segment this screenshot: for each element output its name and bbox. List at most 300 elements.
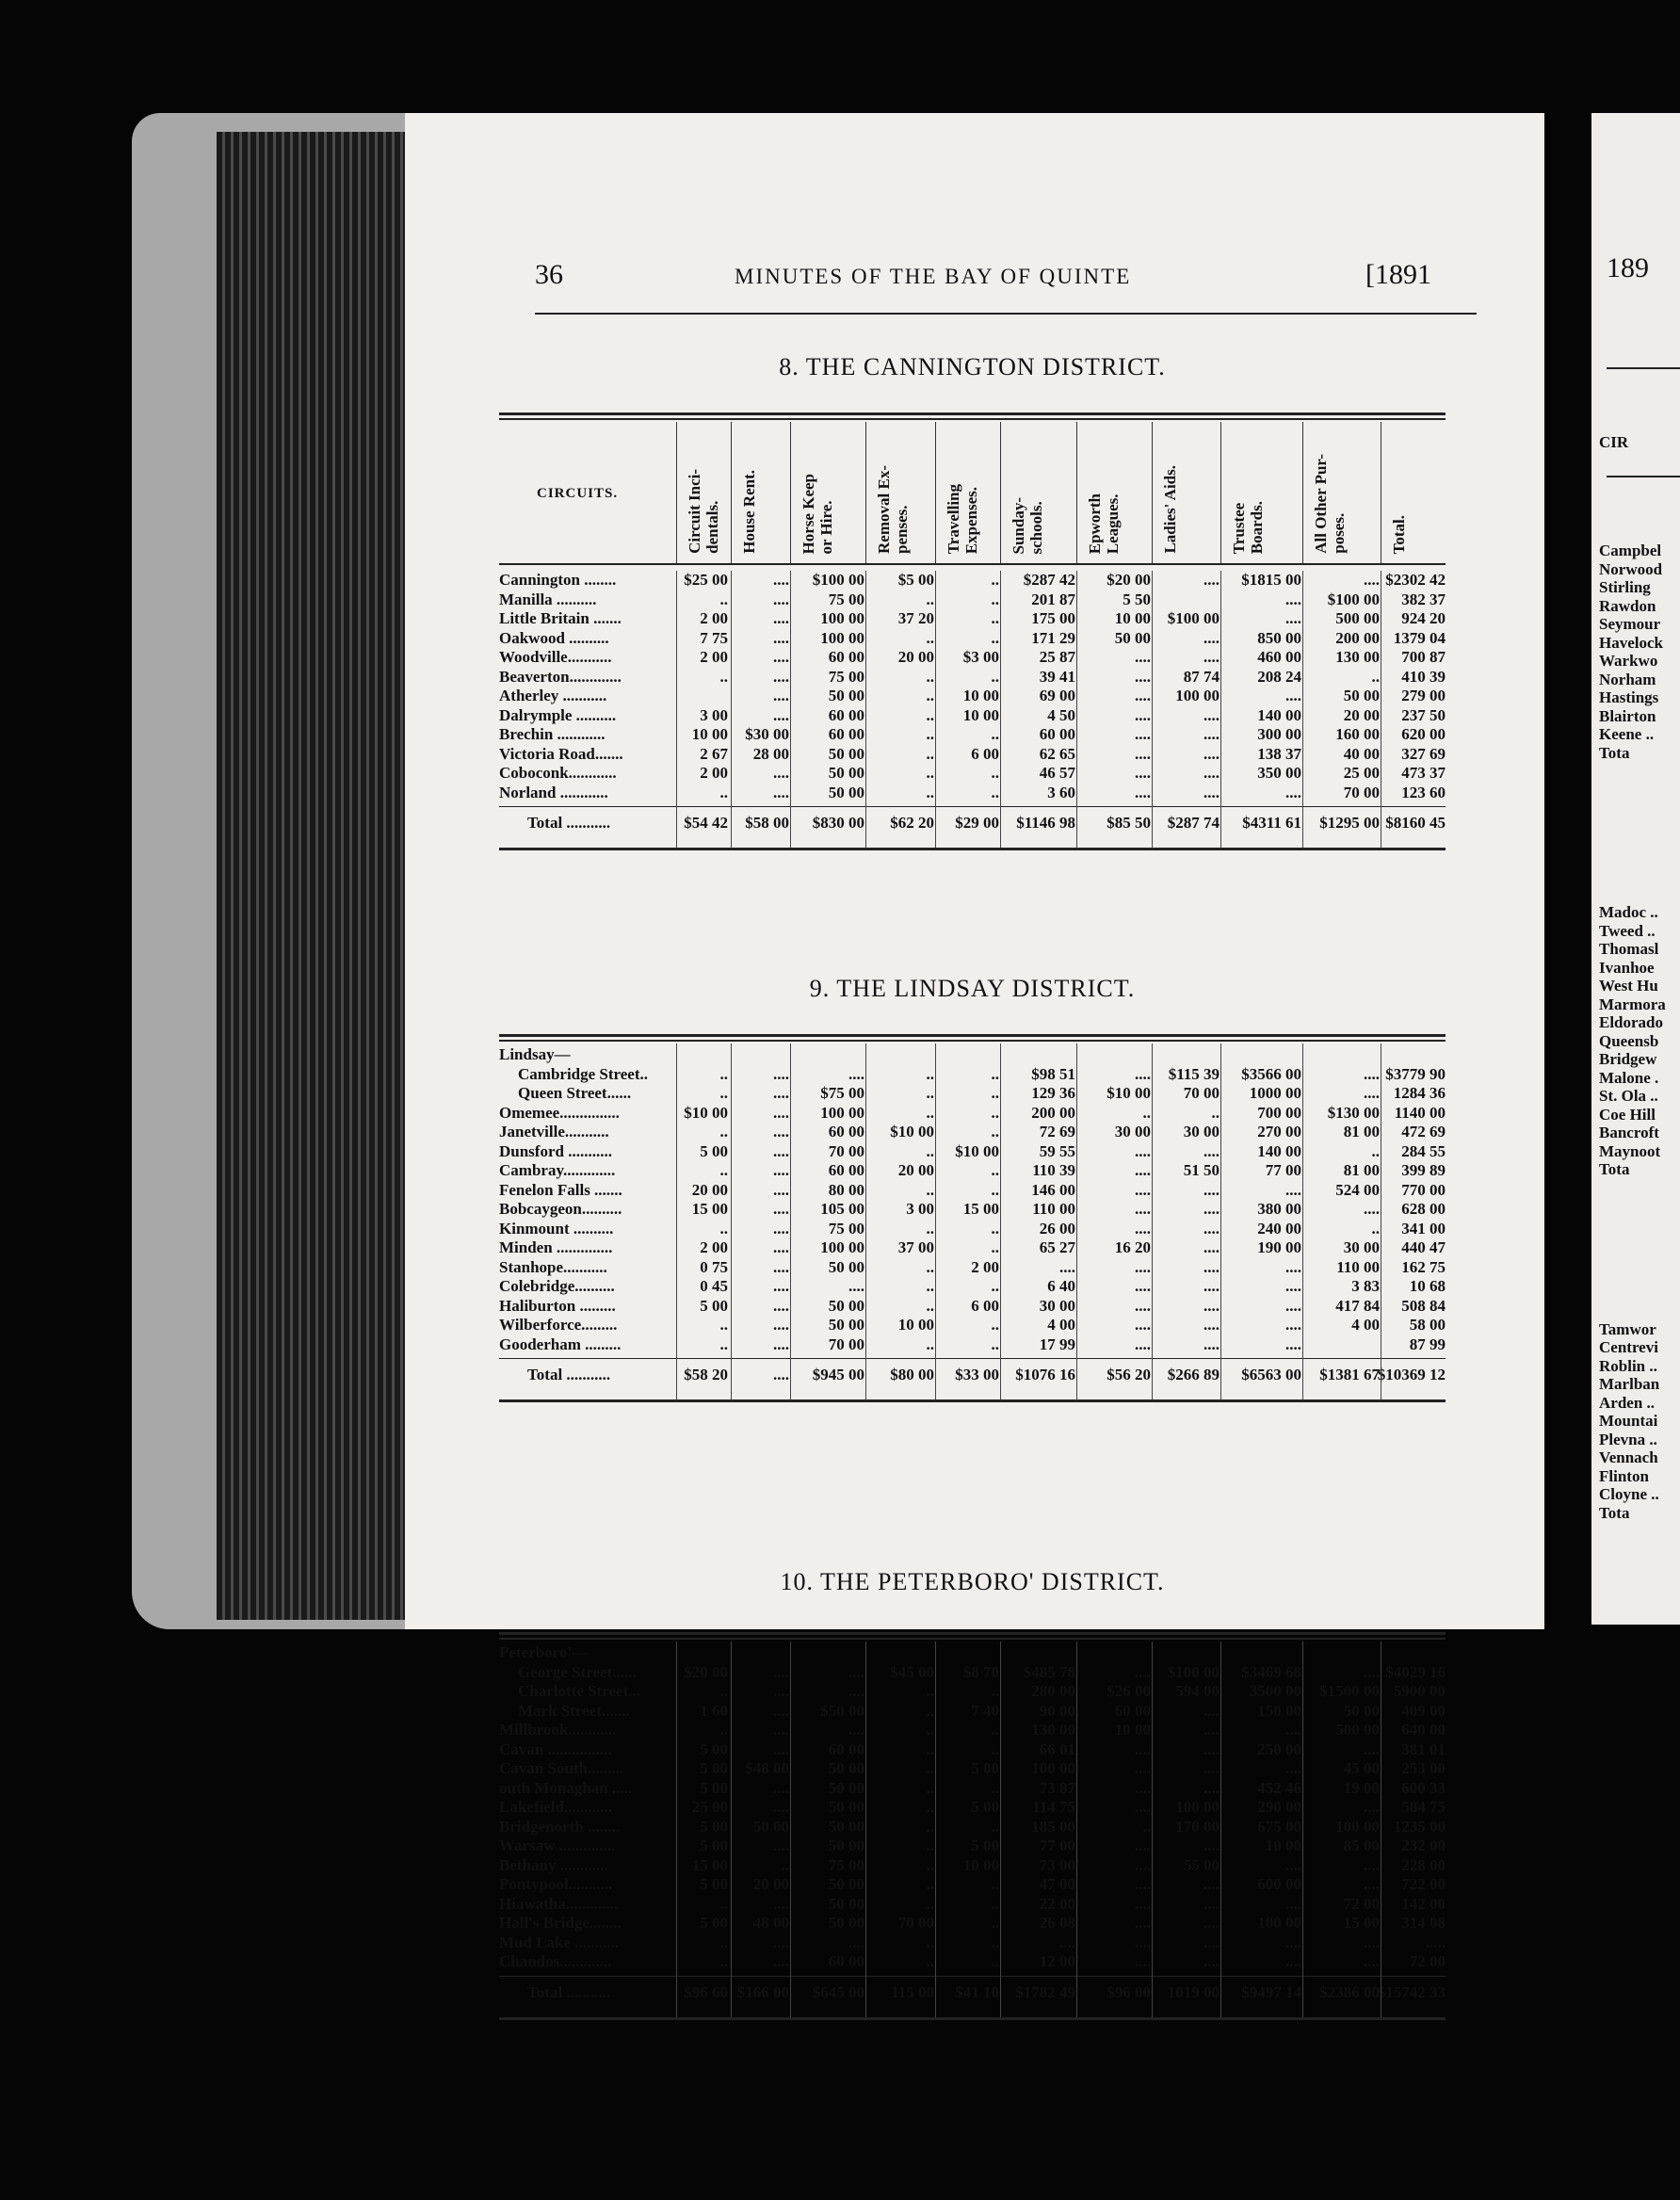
amount-cell: $50 00 — [820, 1701, 864, 1720]
column-divider — [676, 571, 677, 848]
table-row — [499, 1798, 1446, 1818]
amount-cell: .... — [1203, 1875, 1220, 1893]
table-row — [499, 1643, 1446, 1663]
total-label: Total ........... — [527, 1366, 611, 1383]
amount-cell: 5 00 — [700, 1141, 728, 1160]
total-cell: $56 20 — [1107, 1366, 1151, 1383]
page-title: MINUTES OF THE BAY OF QUINTE — [735, 265, 1132, 288]
amount-cell: $287 42 — [1023, 571, 1075, 589]
amount-cell: 162 75 — [1401, 1257, 1446, 1276]
circuit-name: Peterboro'— — [499, 1643, 589, 1661]
amount-cell: .... — [1135, 1277, 1151, 1295]
facing-page-text: St. Ola .. — [1599, 1087, 1658, 1105]
table-row — [499, 784, 1446, 803]
total-cell: $166 00 — [736, 1982, 789, 2001]
amount-cell: .... — [773, 1141, 789, 1160]
amount-cell: $4029 16 — [1385, 1662, 1446, 1681]
amount-cell: 300 00 — [1257, 725, 1301, 743]
amount-cell: 5 00 — [700, 1759, 728, 1777]
amount-cell: .... — [1285, 1759, 1301, 1777]
amount-cell: 70 00 — [828, 1141, 864, 1160]
amount-cell: .. — [719, 590, 728, 608]
column-header: Sunday- schools. — [1010, 496, 1045, 554]
total-cell: $80 00 — [890, 1366, 934, 1383]
table-row — [499, 1220, 1446, 1239]
table-row — [499, 1856, 1446, 1876]
amount-cell: 30 00 — [1039, 1296, 1075, 1315]
amount-cell: .... — [1203, 1277, 1220, 1295]
amount-cell: .. — [719, 1219, 728, 1238]
amount-cell: 77 00 — [1265, 1161, 1301, 1179]
amount-cell: .... — [1135, 725, 1151, 743]
amount-cell: .... — [848, 1933, 864, 1951]
amount-cell: 171 29 — [1031, 628, 1075, 647]
amount-cell: 100 00 — [1257, 1914, 1301, 1932]
amount-cell: 59 55 — [1039, 1141, 1075, 1160]
amount-cell: .. — [991, 1894, 999, 1913]
table-row — [499, 571, 1446, 590]
total-cell: $96 00 — [1107, 1982, 1151, 2001]
table-row — [499, 764, 1446, 784]
amount-cell: .. — [781, 1855, 789, 1874]
amount-cell: 10 00 — [1265, 1836, 1301, 1854]
amount-cell: 28 00 — [752, 744, 789, 763]
amount-cell: .. — [1371, 1141, 1380, 1160]
amount-cell: 142 00 — [1401, 1894, 1446, 1913]
amount-cell: .... — [1285, 1316, 1301, 1334]
amount-cell: 20 00 — [1343, 705, 1380, 724]
table-row — [499, 1200, 1446, 1220]
amount-cell: .... — [773, 1238, 789, 1256]
table-row — [499, 1663, 1446, 1683]
amount-cell: 924 20 — [1401, 609, 1446, 627]
column-divider — [1220, 571, 1221, 848]
total-cell: $1782 49 — [1015, 1982, 1075, 2001]
amount-cell: 20 00 — [897, 648, 934, 666]
amount-cell: .... — [1203, 1296, 1220, 1315]
amount-cell: 100 00 — [1031, 1759, 1075, 1777]
amount-cell: 5 00 — [971, 1759, 999, 1777]
amount-cell: .... — [1135, 1064, 1151, 1083]
amount-cell: .. — [1211, 1103, 1220, 1122]
amount-cell: .. — [991, 628, 999, 647]
amount-cell: .. — [991, 1739, 999, 1758]
amount-cell: .... — [773, 1739, 789, 1758]
facing-page-text: Stirling — [1599, 578, 1651, 596]
amount-cell: 3 60 — [1047, 783, 1075, 801]
facing-page-text: Tamwor — [1599, 1319, 1656, 1338]
facing-page-text: Coe Hill — [1599, 1105, 1656, 1124]
amount-cell: 584 75 — [1401, 1798, 1446, 1816]
amount-cell: .. — [926, 590, 934, 608]
amount-cell: .. — [1371, 1219, 1380, 1238]
amount-cell: .... — [773, 1778, 789, 1797]
amount-cell: 190 00 — [1257, 1238, 1301, 1256]
amount-cell: 50 00 — [828, 1296, 864, 1315]
total-cell: $4311 61 — [1242, 814, 1301, 832]
amount-cell: 87 99 — [1409, 1335, 1446, 1353]
total-cell: 115 00 — [891, 1982, 934, 2001]
amount-cell: $20 00 — [684, 1662, 728, 1681]
amount-cell: .. — [926, 1103, 934, 1122]
amount-cell: .... — [773, 1662, 789, 1681]
amount-cell: .... — [773, 1798, 789, 1816]
column-divider — [790, 1642, 791, 2017]
amount-cell: 114 75 — [1032, 1798, 1075, 1816]
amount-cell: 6 00 — [971, 744, 999, 763]
amount-cell: 123 60 — [1401, 783, 1446, 801]
amount-cell: 500 00 — [1335, 1721, 1380, 1739]
facing-page-text: Queensb — [1599, 1031, 1659, 1050]
table-row — [499, 1759, 1446, 1779]
amount-cell: 50 00 — [828, 1836, 864, 1854]
table-rule — [499, 418, 1446, 420]
facing-page-text: Roblin .. — [1599, 1356, 1657, 1375]
amount-cell: 5 00 — [700, 1778, 728, 1797]
column-header: Total. — [1390, 514, 1408, 554]
amount-cell: 15 00 — [1343, 1914, 1380, 1932]
circuit-name: Lakefield............ — [499, 1798, 612, 1816]
amount-cell: 110 00 — [1336, 1257, 1380, 1276]
total-cell: $830 00 — [812, 814, 864, 832]
amount-cell: 208 24 — [1257, 667, 1301, 686]
amount-cell: .. — [926, 1219, 934, 1238]
amount-cell: .... — [1364, 1798, 1380, 1816]
amount-cell: 594 00 — [1175, 1682, 1220, 1700]
column-divider — [1302, 1043, 1303, 1399]
amount-cell: 250 00 — [1257, 1739, 1301, 1758]
total-row — [499, 814, 1446, 838]
amount-cell: .... — [1135, 1200, 1151, 1218]
amount-cell: .. — [991, 590, 999, 608]
amount-cell: .... — [1203, 1739, 1220, 1758]
amount-cell: .... — [1285, 1335, 1301, 1353]
amount-cell: .... — [1285, 1296, 1301, 1315]
amount-cell: 60 00 — [828, 648, 864, 666]
amount-cell: .... — [773, 590, 789, 608]
column-divider — [1076, 1043, 1077, 1399]
amount-cell: 253 00 — [1401, 1759, 1446, 1777]
amount-cell: $100 00 — [1167, 609, 1220, 627]
facing-page-text: Ivanhoe — [1599, 958, 1655, 977]
column-divider — [676, 1043, 677, 1399]
amount-cell: .... — [773, 1335, 789, 1353]
amount-cell: .. — [926, 1180, 934, 1199]
amount-cell: $10 00 — [1107, 1084, 1151, 1102]
total-row — [499, 1366, 1446, 1390]
amount-cell: .... — [1203, 725, 1220, 743]
district-rows — [499, 571, 1446, 802]
amount-cell: 1284 36 — [1393, 1084, 1446, 1102]
amount-cell: .... — [1135, 1335, 1151, 1353]
facing-page-text: Madoc .. — [1599, 903, 1658, 921]
amount-cell: .... — [848, 1662, 864, 1681]
column-divider — [676, 1642, 677, 2017]
circuit-name: Cannington ........ — [499, 571, 617, 589]
amount-cell: 327 69 — [1401, 744, 1446, 763]
amount-cell: 7 75 — [700, 628, 728, 647]
amount-cell: .... — [1364, 571, 1380, 589]
column-divider — [865, 1043, 866, 1399]
column-divider — [865, 571, 866, 848]
amount-cell: 62 65 — [1039, 744, 1075, 763]
column-divider — [731, 1642, 732, 2017]
facing-page-text: Eldorado — [1599, 1013, 1664, 1031]
total-cell: $9497 14 — [1241, 1982, 1301, 2001]
facing-page-text: CIR — [1599, 433, 1629, 451]
column-divider — [731, 571, 732, 848]
amount-cell: .... — [1203, 1914, 1220, 1932]
amount-cell: 65 27 — [1039, 1238, 1075, 1256]
amount-cell: .... — [773, 1894, 789, 1913]
column-header: Ladies' Aids. — [1161, 465, 1179, 554]
amount-cell: .. — [991, 783, 999, 801]
amount-cell: 0 75 — [700, 1257, 728, 1276]
total-cell: $945 00 — [812, 1366, 864, 1383]
amount-cell: .... — [1203, 1836, 1220, 1854]
amount-cell: .... — [1135, 1798, 1151, 1816]
amount-cell: 675 00 — [1257, 1817, 1301, 1836]
amount-cell: .... — [848, 1682, 864, 1700]
amount-cell: .... — [773, 1200, 789, 1218]
amount-cell: .... — [773, 1064, 789, 1083]
amount-cell: 640 00 — [1401, 1721, 1446, 1739]
amount-cell: 350 00 — [1257, 764, 1301, 782]
column-divider — [1152, 571, 1153, 848]
amount-cell: .. — [991, 1875, 999, 1893]
table-row — [499, 1181, 1446, 1201]
amount-cell: .... — [773, 1721, 789, 1739]
amount-cell: .. — [1142, 1817, 1151, 1836]
amount-cell: 105 00 — [820, 1200, 864, 1218]
amount-cell: 140 00 — [1257, 1141, 1301, 1160]
amount-cell: .... — [1135, 1875, 1151, 1893]
facing-page-text: Seymour — [1599, 615, 1661, 633]
section-end-rule — [499, 1399, 1446, 1402]
amount-cell: .. — [926, 1855, 934, 1874]
amount-cell: 722 00 — [1401, 1875, 1446, 1893]
amount-cell: .. — [926, 687, 934, 704]
table-row — [499, 590, 1446, 610]
facing-page-text: Bancroft — [1599, 1124, 1659, 1141]
total-cell: $15742 33 — [1377, 1982, 1446, 2001]
amount-cell: .. — [926, 1836, 934, 1854]
amount-cell: 45 00 — [1343, 1759, 1380, 1777]
amount-cell: 5900 00 — [1393, 1682, 1446, 1700]
table-row — [499, 1142, 1446, 1162]
amount-cell: .... — [1285, 1855, 1301, 1874]
amount-cell: 2 00 — [700, 609, 728, 627]
amount-cell: 228 00 — [1401, 1855, 1446, 1874]
table-row — [499, 1952, 1446, 1972]
amount-cell: 2 67 — [700, 744, 728, 763]
amount-cell: 60 00 — [828, 1123, 864, 1140]
amount-cell: 50 00 — [1114, 628, 1151, 647]
column-divider — [1076, 1642, 1077, 2017]
district-title: 8. THE CANNINGTON DISTRICT. — [779, 353, 1166, 380]
amount-cell: .... — [1285, 1894, 1301, 1913]
amount-cell: 81 00 — [1343, 1123, 1380, 1140]
amount-cell: .. — [719, 1123, 728, 1140]
facing-page-text: Blairton — [1599, 706, 1656, 725]
amount-cell: .... — [1203, 1335, 1220, 1353]
amount-cell: .... — [1203, 1778, 1220, 1797]
total-cell: $10369 12 — [1377, 1366, 1446, 1383]
circuit-name: Pontypool........... — [499, 1875, 613, 1893]
column-divider — [1000, 1043, 1001, 1399]
amount-cell: 39 41 — [1039, 667, 1075, 686]
amount-cell: 19 00 — [1343, 1778, 1380, 1797]
amount-cell: $3779 90 — [1385, 1064, 1446, 1083]
circuit-name: Colebridge.......... — [499, 1277, 615, 1295]
amount-cell: 600 00 — [1257, 1875, 1301, 1893]
amount-cell: 20 00 — [691, 1180, 728, 1199]
amount-cell: 73 00 — [1039, 1855, 1075, 1874]
circuit-name: Woodville........... — [499, 648, 612, 666]
table-row — [499, 1277, 1446, 1297]
amount-cell: $8 70 — [962, 1662, 999, 1681]
amount-cell: 51 50 — [1183, 1161, 1220, 1179]
table-row — [499, 648, 1446, 668]
amount-cell: .. — [926, 1296, 934, 1315]
amount-cell: 185 00 — [1031, 1817, 1075, 1836]
total-rule — [499, 1358, 1446, 1359]
amount-cell: .. — [719, 1894, 728, 1913]
amount-cell: 472 69 — [1401, 1123, 1446, 1140]
amount-cell: 72 00 — [1409, 1952, 1446, 1970]
amount-cell: 5 00 — [700, 1296, 728, 1315]
amount-cell: .. — [991, 1817, 999, 1836]
column-header: Epworth Leagues. — [1086, 493, 1122, 554]
amount-cell: .... — [773, 667, 789, 686]
amount-cell: 30 00 — [1343, 1238, 1380, 1256]
amount-cell: 628 00 — [1401, 1200, 1446, 1218]
amount-cell: 5 00 — [700, 1817, 728, 1836]
amount-cell: 50 00 — [828, 1914, 864, 1932]
amount-cell: .. — [926, 1875, 934, 1893]
amount-cell: 175 00 — [1031, 609, 1075, 627]
amount-cell: 70 00 — [897, 1914, 934, 1932]
column-divider — [935, 1043, 936, 1399]
amount-cell: .... — [1135, 1662, 1151, 1681]
facing-page-text: Hastings — [1599, 688, 1659, 706]
amount-cell: .... — [1203, 1238, 1220, 1256]
table-row — [499, 1933, 1446, 1953]
circuit-name: Kinmount .......... — [499, 1219, 614, 1238]
amount-cell: 70 00 — [1343, 783, 1380, 801]
amount-cell: 3 00 — [700, 705, 728, 724]
total-cell: $645 00 — [812, 1982, 864, 2001]
amount-cell: $26 00 — [1107, 1682, 1151, 1700]
amount-cell: .. — [926, 1759, 934, 1777]
total-rule — [499, 1976, 1446, 1977]
amount-cell: .... — [1203, 1141, 1220, 1160]
amount-cell: .... — [1203, 1952, 1220, 1970]
circuit-name: Beaverton............. — [499, 667, 622, 686]
amount-cell: .... — [1135, 1759, 1151, 1777]
amount-cell: 150 00 — [1257, 1701, 1301, 1720]
amount-cell: 700 00 — [1257, 1103, 1301, 1122]
circuit-name: Cambridge Street.. — [518, 1064, 649, 1083]
column-divider — [790, 571, 791, 848]
amount-cell: .. — [926, 1335, 934, 1353]
circuit-name: Hall's Bridge........ — [499, 1914, 622, 1932]
column-header: Circuit Inci- dentals. — [686, 469, 721, 554]
column-divider — [935, 422, 936, 563]
amount-cell: .... — [1135, 1855, 1151, 1874]
amount-cell: .... — [1364, 1200, 1380, 1218]
facing-page-text: Tweed .. — [1599, 921, 1656, 940]
amount-cell: .... — [1135, 1933, 1151, 1951]
amount-cell: 70 00 — [1183, 1084, 1220, 1102]
table-rule — [499, 412, 1446, 415]
amount-cell: 240 00 — [1257, 1219, 1301, 1238]
amount-cell: .. — [926, 705, 934, 724]
amount-cell: $3469 68 — [1241, 1662, 1301, 1681]
amount-cell: 50 00 — [828, 1875, 864, 1893]
amount-cell: .... — [1059, 1257, 1075, 1276]
amount-cell: 110 39 — [1032, 1161, 1075, 1179]
amount-cell: 22 00 — [1039, 1894, 1075, 1913]
table-row — [499, 1702, 1446, 1722]
circuit-name: Dunsford ........... — [499, 1141, 612, 1160]
circuit-name: Manilla .......... — [499, 590, 597, 608]
amount-cell: .. — [719, 667, 728, 686]
facing-page-text: Bridgew — [1599, 1050, 1657, 1068]
amount-cell: .. — [991, 1219, 999, 1238]
amount-cell: 5 00 — [700, 1836, 728, 1854]
amount-cell: .... — [1364, 1933, 1380, 1951]
amount-cell: .... — [1059, 1933, 1075, 1951]
amount-cell: 100 00 — [1335, 1817, 1380, 1836]
table-rule — [499, 1040, 1446, 1042]
amount-cell: .... — [1285, 1933, 1301, 1951]
amount-cell: 314 08 — [1401, 1914, 1446, 1932]
amount-cell: 60 00 — [1039, 725, 1075, 743]
table-row — [499, 1875, 1446, 1895]
amount-cell: $2302 42 — [1385, 571, 1446, 589]
circuit-name: George Street...... — [518, 1662, 637, 1681]
amount-cell: .. — [719, 1316, 728, 1334]
amount-cell: .... — [1364, 1855, 1380, 1874]
facing-page-rule — [1607, 476, 1680, 477]
amount-cell: 1 60 — [700, 1701, 728, 1720]
amount-cell: 200 00 — [1335, 628, 1380, 647]
facing-page-text: West Hu — [1599, 977, 1658, 995]
table-row — [499, 1161, 1446, 1181]
amount-cell: 5 00 — [700, 1914, 728, 1932]
amount-cell: .... — [1135, 1894, 1151, 1913]
amount-cell: 417 84 — [1335, 1296, 1380, 1315]
amount-cell: .... — [773, 1161, 789, 1179]
amount-cell: .... — [1364, 1662, 1380, 1681]
amount-cell: $100 00 — [812, 571, 864, 589]
amount-cell: .... — [1135, 1316, 1151, 1334]
amount-cell: .. — [926, 1894, 934, 1913]
amount-cell: 10 00 — [962, 687, 999, 704]
amount-cell: .. — [991, 1180, 999, 1199]
amount-cell: .. — [926, 1682, 934, 1700]
amount-cell: .. — [926, 1277, 934, 1295]
amount-cell: $5 00 — [897, 571, 934, 589]
amount-cell: 60 00 — [828, 1161, 864, 1179]
total-label: Total ........... — [527, 814, 611, 832]
circuit-name: Fenelon Falls ....... — [499, 1180, 622, 1199]
column-divider — [1220, 1642, 1221, 2017]
circuit-name: Bridgenorth ........ — [499, 1817, 620, 1836]
amount-cell: 237 50 — [1401, 705, 1446, 724]
amount-cell: .... — [1135, 1161, 1151, 1179]
